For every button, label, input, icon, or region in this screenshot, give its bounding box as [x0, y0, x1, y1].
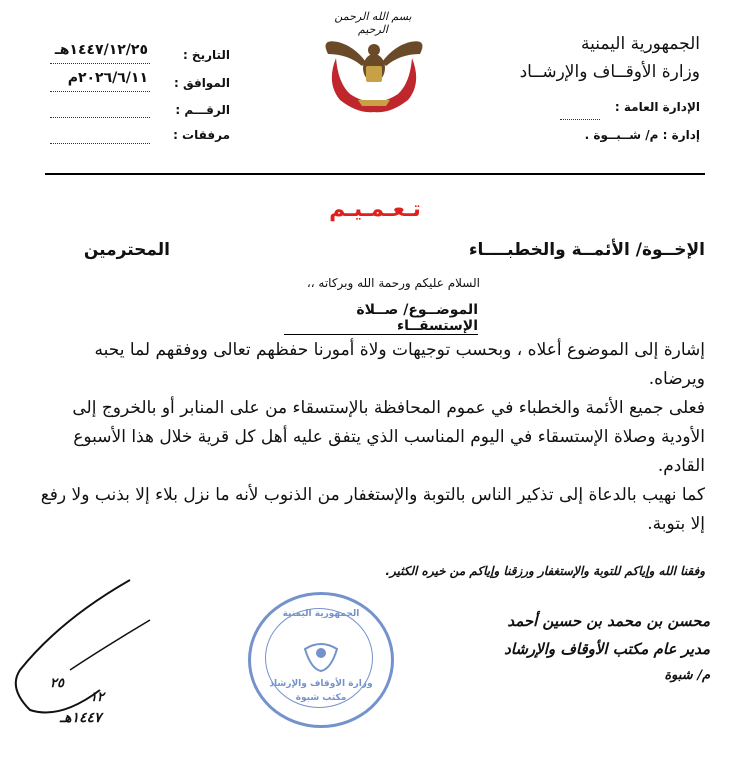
signatory-title: مدير عام مكتب الأوقاف والإرشاد [504, 640, 710, 658]
letter-body [40, 336, 705, 539]
subject-line [284, 302, 478, 335]
date-value: ١٤٤٧/١٢/٢٥هـ [54, 42, 148, 58]
subject-label: الموضــوع/ [403, 302, 478, 318]
addressee: الإخــوة/ الأئمــة والخطبــــاء [468, 240, 705, 260]
handwritten-signature-icon [0, 560, 160, 730]
body-paragraph: إشارة إلى الموضوع أعلاه ، وبحسب توجيهات ولاة أمورنا حفظهم تعالى ووفقهم لما يحبه ويرضاه. [94, 340, 705, 389]
basmala: بسم الله الرحمن الرحيم [334, 10, 412, 36]
yemen-emblem-icon [318, 28, 430, 114]
date-label: التاريخ : [182, 48, 230, 62]
corresponding-value: ٢٠٢٦/٦/١١م [67, 70, 148, 86]
honorific: المحترمين [83, 240, 170, 260]
general-admin-label: الإدارة العامة : [614, 100, 700, 114]
body-paragraph: فعلى جميع الأئمة والخطباء في عموم المحافظة بالإستسقاء من على المنابر أو بالخروج إلى الأودية وصلاة الإستسقاء في اليوم المناسب الذي يتفق عليه أهل كل قرية خلال هذا الأسبوع القادم. [72, 398, 705, 476]
handwritten-year: ١٤٤٧هـ [60, 710, 102, 726]
header-divider [45, 173, 705, 175]
stamp-emblem-icon [301, 635, 341, 675]
body-paragraph: كما نهيب بالدعاة إلى تذكير الناس بالتوبة والإستغفار من الذنوب لأنه ما نزل بلاء إلا بذنب ولا رفع إلا بتوبة. [40, 485, 705, 534]
greeting: السلام عليكم ورحمة الله وبركاته ،، [306, 276, 480, 290]
stamp-office-text: مكتب شبوة [295, 693, 347, 703]
department-label: إدارة : م/ شــبــوة . [584, 128, 700, 142]
ministry-name: وزارة الأوقــاف والإرشــاد [519, 62, 700, 82]
corresponding-label: الموافق : [174, 76, 230, 90]
closing-line: وفقنا الله وإياكم للتوبة والإستغفار ورزقنا وإياكم من خيره الكثير. [385, 564, 705, 578]
stamp-ministry-text: وزارة الأوقاف والإرشاد [269, 679, 373, 689]
document-title: تـعـمـيـم [329, 197, 421, 222]
number-label: الرقـــم : [175, 103, 230, 117]
handwritten-month: ١٢ [90, 690, 104, 705]
attachments-label: مرفقات : [173, 128, 230, 142]
signatory-name: محسن بن محمد بن حسين أحمد [507, 612, 710, 630]
signatory-location: م/ شبوة [664, 668, 710, 683]
republic-name: الجمهورية اليمنية [580, 34, 700, 54]
official-stamp [248, 592, 394, 728]
handwritten-day: ٢٥ [50, 676, 64, 691]
stamp-top-text: الجمهورية اليمنية [282, 609, 360, 619]
subject-text: صــلاة الإستسقــاء [356, 302, 478, 334]
